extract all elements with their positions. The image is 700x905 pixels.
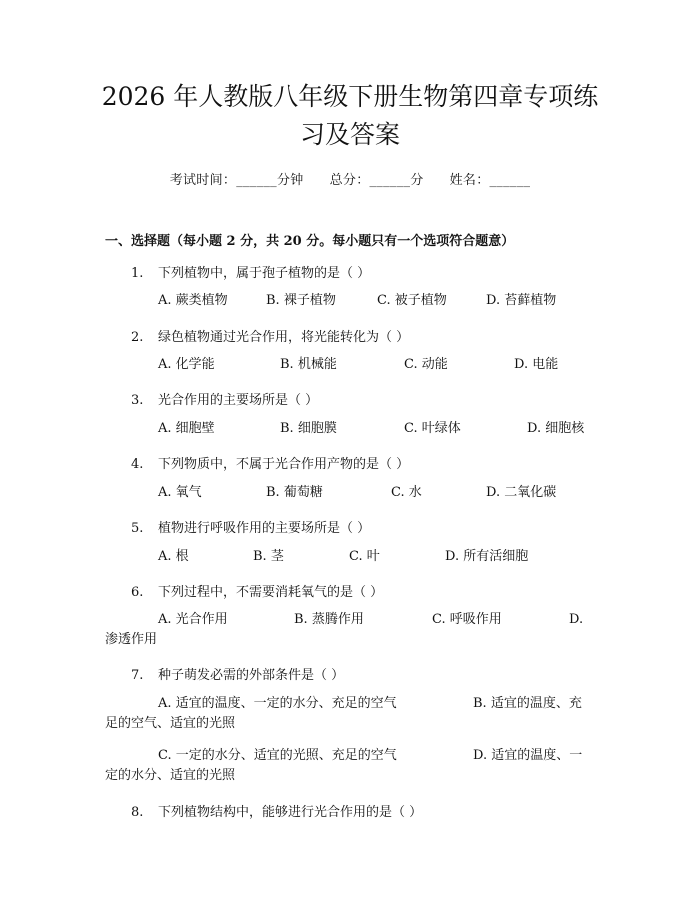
- exam-name: 姓名：______: [449, 173, 531, 188]
- option-d: D. 细胞核: [527, 421, 585, 436]
- option-b: B. 机械能: [280, 357, 337, 372]
- option-b: B. 裸子植物: [266, 293, 336, 308]
- question-text: 下列植物中，属于孢子植物的是（ ）: [158, 266, 371, 281]
- option-c: C. 呼吸作用: [432, 612, 502, 627]
- question-1: 1. 下列植物中，属于孢子植物的是（ ）: [131, 266, 371, 281]
- option-c: C. 水: [391, 485, 422, 500]
- page-title: [90, 78, 610, 154]
- question-4: 4. 下列物质中，不属于光合作用产物的是（ ）: [131, 457, 410, 472]
- option-b: B. 蒸腾作用: [294, 612, 364, 627]
- option-d: D.: [569, 612, 584, 627]
- exam-time: 考试时间：______分钟: [169, 173, 304, 188]
- question-5: 5. 植物进行呼吸作用的主要场所是（ ）: [131, 521, 371, 536]
- question-8: 8. 下列植物结构中，能够进行光合作用的是（ ）: [131, 805, 423, 820]
- exam-score: 总分：______分: [329, 173, 424, 188]
- option-c: C. 叶绿体: [404, 421, 461, 436]
- question-3: 3. 光合作用的主要场所是（ ）: [131, 393, 319, 408]
- question-text: 下列过程中，不需要消耗氧气的是（ ）: [158, 585, 384, 600]
- exam-meta: [0, 169, 700, 188]
- option-c: C. 一定的水分、适宜的光照、充足的空气: [158, 748, 397, 763]
- option-a: A. 光合作用: [158, 612, 228, 627]
- question-text: 下列物质中，不属于光合作用产物的是（ ）: [158, 457, 410, 472]
- option-d: D. 电能: [514, 357, 559, 372]
- option-d: D. 苔藓植物: [486, 293, 557, 308]
- option-a: A. 根: [158, 549, 189, 564]
- option-c: C. 动能: [404, 357, 448, 372]
- question-text: 光合作用的主要场所是（ ）: [158, 393, 319, 408]
- option-a: A. 化学能: [158, 357, 215, 372]
- question-2: 2. 绿色植物通过光合作用，将光能转化为（ ）: [131, 330, 410, 345]
- title-line-1: 2026 年人教版八年级下册生物第四章专项练: [101, 82, 599, 111]
- question-7: 7. 种子萌发必需的外部条件是（ ）: [131, 668, 345, 683]
- option-b: B. 细胞膜: [280, 421, 337, 436]
- title-line-2: 习及答案: [299, 120, 400, 149]
- option-b: B. 茎: [253, 549, 284, 564]
- option-b-continued: 足的空气、适宜的光照: [105, 716, 236, 731]
- option-a: A. 蕨类植物: [158, 293, 228, 308]
- option-b: B. 适宜的温度、充: [473, 696, 582, 711]
- question-6: 6. 下列过程中，不需要消耗氧气的是（ ）: [131, 585, 384, 600]
- option-d-continued: 定的水分、适宜的光照: [105, 768, 236, 783]
- option-d: D. 所有活细胞: [445, 549, 529, 564]
- option-a: A. 细胞壁: [158, 421, 215, 436]
- question-text: 绿色植物通过光合作用，将光能转化为（ ）: [158, 330, 410, 345]
- question-text: 种子萌发必需的外部条件是（ ）: [158, 668, 345, 683]
- option-d: D. 二氧化碳: [486, 485, 557, 500]
- option-d: D. 适宜的温度、一: [473, 748, 583, 763]
- option-c: C. 叶: [349, 549, 380, 564]
- option-d-continued: 渗透作用: [105, 632, 158, 647]
- option-a: A. 适宜的温度、一定的水分、充足的空气: [158, 696, 397, 711]
- section-heading: 一、选择题（每小题 2 分，共 20 分。每小题只有一个选项符合题意）: [105, 234, 515, 249]
- question-text: 植物进行呼吸作用的主要场所是（ ）: [158, 521, 371, 536]
- option-a: A. 氧气: [158, 485, 202, 500]
- option-c: C. 被子植物: [377, 293, 447, 308]
- question-text: 下列植物结构中，能够进行光合作用的是（ ）: [158, 805, 423, 820]
- option-b: B. 葡萄糖: [266, 485, 323, 500]
